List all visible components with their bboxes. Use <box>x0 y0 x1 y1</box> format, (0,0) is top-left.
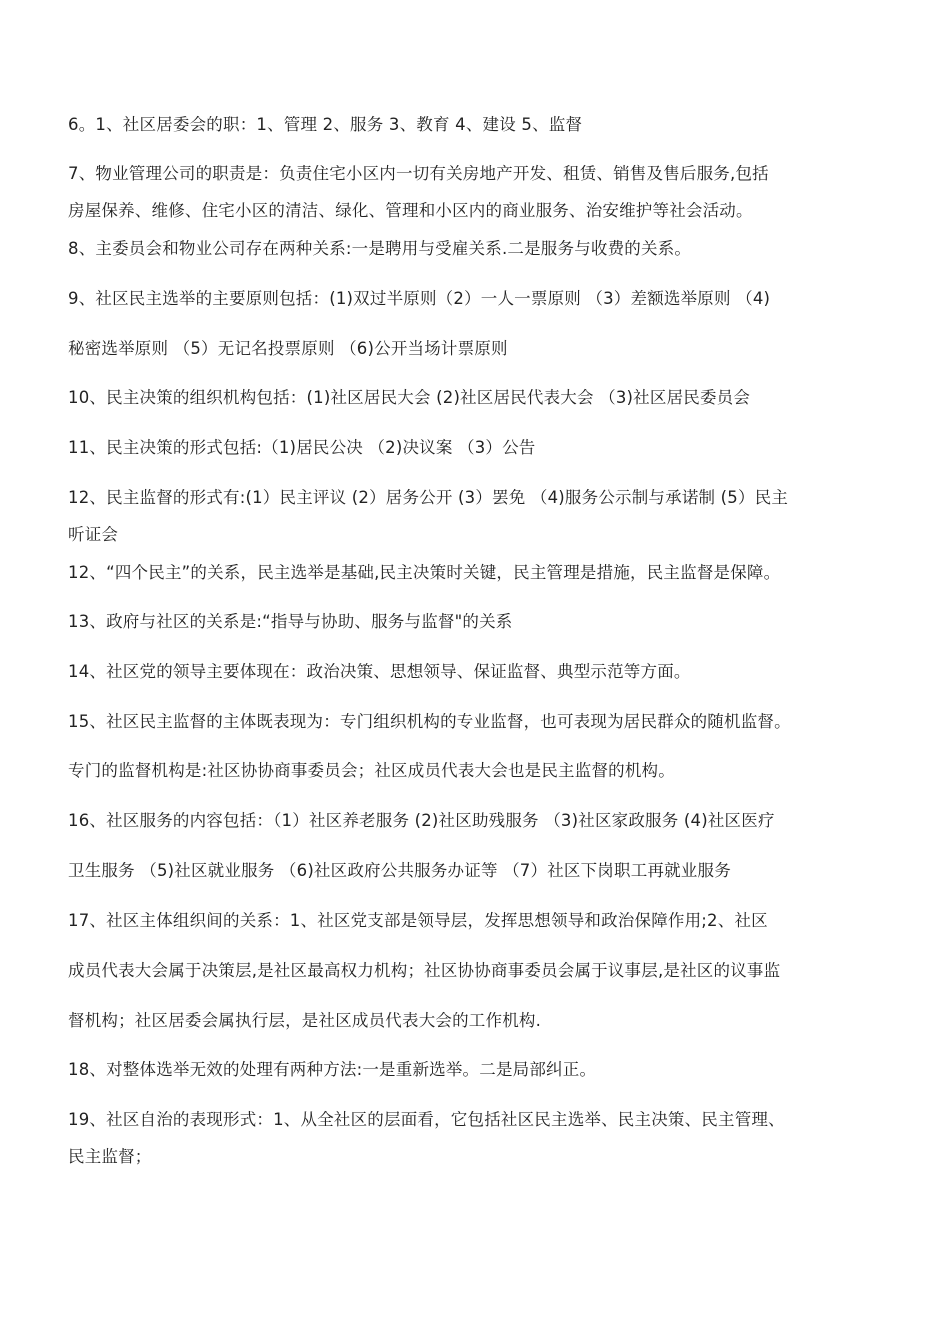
text-line: 16、社区服务的内容包括：（1）社区养老服务 (2)社区助残服务 （3)社区家政服务 (4)社区医疗 <box>68 811 775 830</box>
text-line: 18、对整体选举无效的处理有两种方法:一是重新选举。二是局部纠正。 <box>68 1060 597 1079</box>
text-line: 房屋保养、维修、住宅小区的清洁、绿化、管理和小区内的商业服务、治安维护等社会活动。 <box>68 201 753 220</box>
text-line: 10、民主决策的组织机构包括：(1)社区居民大会 (2)社区居民代表大会 （3)社区居民委员会 <box>68 388 751 407</box>
text-line: 15、社区民主监督的主体既表现为：专门组织机构的专业监督，也可表现为居民群众的随机监督。 <box>68 712 791 731</box>
text-line: 9、社区民主选举的主要原则包括：(1)双过半原则（2）一人一票原则 （3）差额选举原则 （4) <box>68 289 771 308</box>
text-line: 民主监督； <box>68 1147 152 1166</box>
text-line: 12、“四个民主”的关系，民主选举是基础,民主决策时关键，民主管理是措施，民主监督是保障。 <box>68 563 781 582</box>
text-line: 19、社区自治的表现形式：1、从全社区的层面看，它包括社区民主选举、民主决策、民主管理、 <box>68 1110 785 1129</box>
text-line: 卫生服务 （5)社区就业服务 （6)社区政府公共服务办证等 （7）社区下岗职工再就业服务 <box>68 861 731 880</box>
text-line: 秘密选举原则 （5）无记名投票原则 （6)公开当场计票原则 <box>68 339 508 358</box>
text-line: 13、政府与社区的关系是:“指导与协助、服务与监督"的关系 <box>68 612 513 631</box>
text-line: 成员代表大会属于决策层,是社区最高权力机构；社区协协商事委员会属于议事层,是社区的议事监 <box>68 961 781 980</box>
text-line: 督机构；社区居委会属执行层，是社区成员代表大会的工作机构. <box>68 1011 542 1030</box>
text-line: 11、民主决策的形式包括:（1)居民公决 （2)决议案 （3）公告 <box>68 438 536 457</box>
text-line: 专门的监督机构是:社区协协商事委员会；社区成员代表大会也是民主监督的机构。 <box>68 761 675 780</box>
text-line: 17、社区主体组织间的关系：1、社区党支部是领导层，发挥思想领导和政治保障作用;2、社区 <box>68 911 768 930</box>
text-line: 8、主委员会和物业公司存在两种关系:一是聘用与受雇关系.二是服务与收费的关系。 <box>68 239 692 258</box>
text-line: 12、民主监督的形式有:(1）民主评议 (2）居务公开 (3）罢免 （4)服务公示制与承诺制 (5）民主 <box>68 488 789 507</box>
text-line: 6。1、社区居委会的职：1、管理 2、服务 3、教育 4、建设 5、监督 <box>68 115 583 134</box>
text-line: 7、物业管理公司的职责是：负责住宅小区内一切有关房地产开发、租赁、销售及售后服务,包括 <box>68 164 769 183</box>
text-line: 听证会 <box>68 525 119 544</box>
text-line: 14、社区党的领导主要体现在：政治决策、思想领导、保证监督、典型示范等方面。 <box>68 662 691 681</box>
